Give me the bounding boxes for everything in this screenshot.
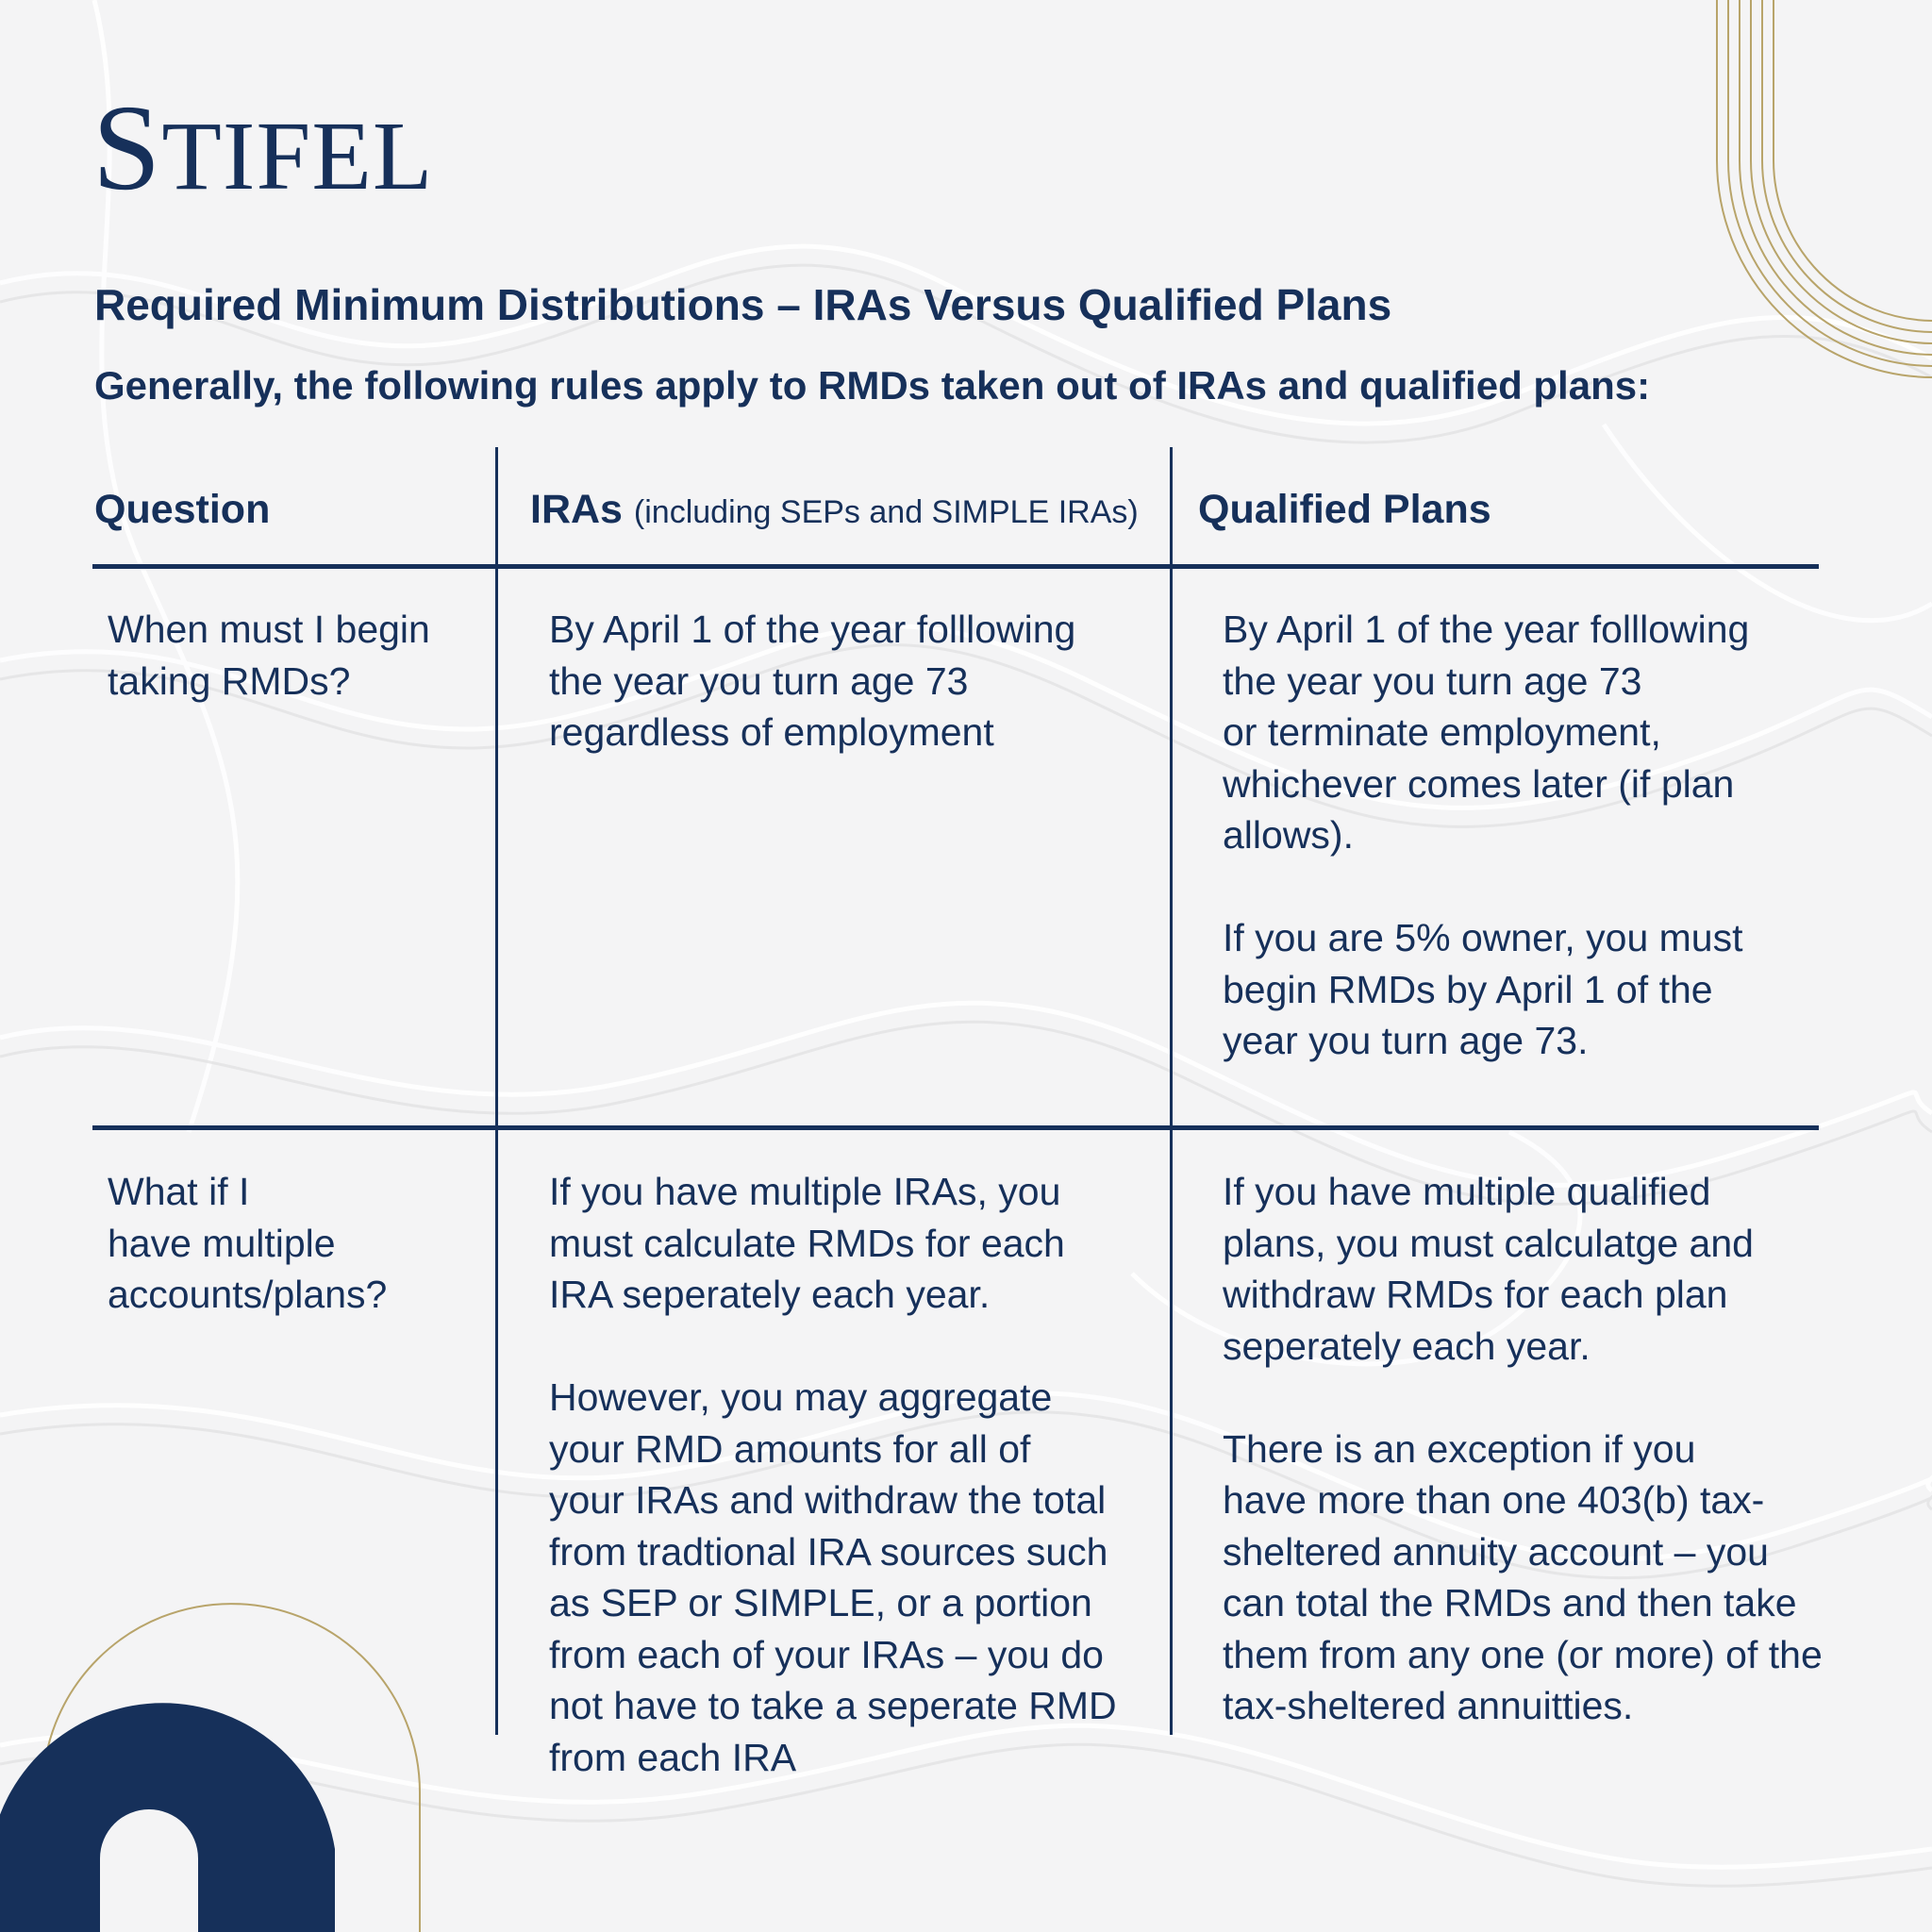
row1-iras-paragraph: By April 1 of the year folllowing the year you turn age 73 regardless of employment [549, 608, 1076, 754]
row2-iras-paragraph-1: If you have multiple IRAs, you must calculate RMDs for each IRA seperately each year. [549, 1170, 1065, 1316]
row2-iras [549, 1166, 1117, 1783]
page-subtitle: Generally, the following rules apply to RMDs taken out of IRAs and qualified plans: [94, 363, 1651, 408]
column-divider-2 [1170, 447, 1173, 1735]
header-iras-note: (including SEPs and SIMPLE IRAs) [633, 494, 1139, 530]
row2-qualified-paragraph-2: There is an exception if you have more than one 403(b) tax- sheltered annuity account – you can total the RMDs and then take them from any one (or more) of the tax-sheltered annuitties. [1223, 1426, 1823, 1727]
row1-qualified-paragraph-2: If you are 5% owner, you must begin RMDs by April 1 of the year you turn age 73. [1223, 916, 1743, 1062]
row-divider [92, 1125, 1819, 1130]
row2-iras-paragraph-2: However, you may aggregate your RMD amounts for all of your IRAs and withdraw the total from tradtional IRA sources such as SEP or SIMPLE, or a portion from each of your IRAs – you do not have to take a seperate RMD from each IRA [549, 1375, 1117, 1779]
page-title: Required Minimum Distributions – IRAs Versus Qualified Plans [94, 280, 1392, 329]
column-divider-1 [495, 447, 498, 1735]
header-question: Question [94, 487, 271, 532]
row1-qualified [1223, 604, 1749, 1067]
row1-qualified-paragraph-1: By April 1 of the year folllowing the year you turn age 73 or terminate employment, whichever comes later (if plan allows). [1223, 608, 1750, 857]
row2-qualified-paragraph-1: If you have multiple qualified plans, you must calculatge and withdraw RMDs for each plan seperately each year. [1223, 1170, 1754, 1368]
row1-question-text: When must I begin taking RMDs? [108, 608, 430, 703]
row2-question [108, 1166, 387, 1321]
header-iras [530, 487, 1139, 533]
header-qualified-plans: Qualified Plans [1198, 487, 1491, 532]
header-rule [92, 564, 1819, 569]
row2-question-text: What if I have multiple accounts/plans? [108, 1170, 388, 1316]
row1-question [108, 604, 430, 707]
row1-iras [549, 604, 1075, 758]
row2-qualified [1223, 1166, 1823, 1732]
header-iras-label: IRAs [530, 487, 623, 532]
stifel-logo: STIFEL [92, 80, 434, 216]
